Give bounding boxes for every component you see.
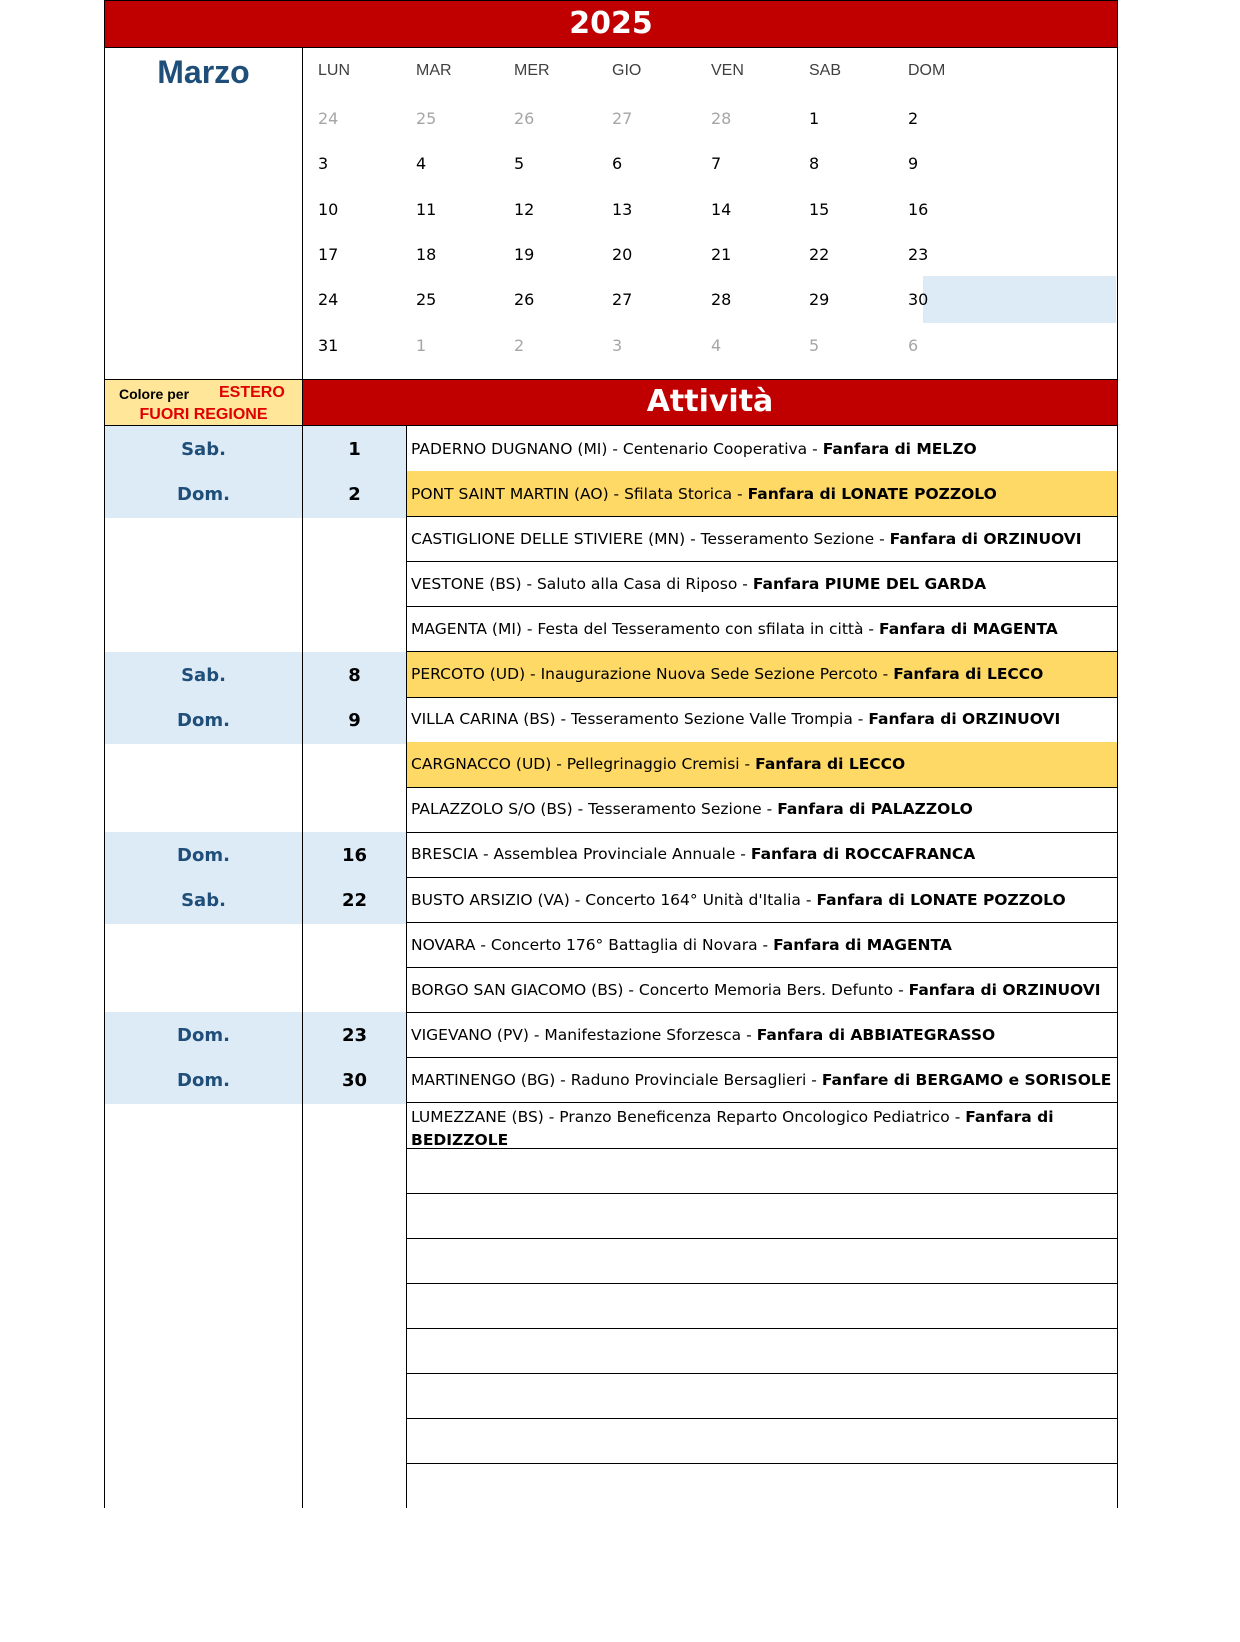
activity-band: Fanfare di BERGAMO e SORISOLE (821, 1070, 1112, 1089)
calendar-day: 2 (908, 109, 919, 128)
calendar-day: 2 (514, 335, 525, 355)
calendar-day: 11 (416, 199, 437, 219)
calendar-day: 1 (809, 109, 820, 128)
activity-event: PONT SAINT MARTIN (AO) - Sfilata Storica - (411, 484, 743, 503)
activity-row (407, 1328, 1117, 1374)
calendar-day: 13 (612, 199, 633, 219)
activity-event: BRESCIA - Assemblea Provinciale Annuale - (411, 845, 746, 864)
calendar-day: 1 (416, 335, 427, 355)
calendar-day: 30 (908, 290, 929, 310)
calendar-day: 28 (711, 109, 732, 128)
activity-band: Fanfara di ROCCAFRANCA (750, 845, 976, 864)
calendar-day: 27 (612, 290, 633, 310)
activity-row (407, 471, 1117, 517)
weekday-cell: Dom. (105, 1012, 302, 1059)
activity-band: Fanfara di ORZINUOVI (868, 710, 1061, 729)
calendar-week-row (303, 186, 1117, 233)
activity-band: Fanfara di ORZINUOVI (908, 980, 1101, 999)
activity-row (407, 922, 1117, 968)
activity-event: NOVARA - Concerto 176° Battaglia di Novara - (411, 935, 769, 954)
calendar-day: 19 (514, 244, 535, 264)
activity-row (407, 652, 1117, 698)
calendar-day: 31 (318, 335, 339, 355)
weekday-label: GIO (612, 62, 642, 79)
calendar-day: 4 (711, 335, 722, 355)
calendar-day: 8 (809, 154, 820, 174)
legend-label: Colore per (119, 386, 190, 402)
weekday-column (104, 426, 303, 1508)
date-column (303, 426, 406, 1508)
date-cell: 8 (303, 652, 406, 699)
calendar-page (104, 0, 1118, 1508)
calendar-day: 16 (908, 199, 929, 219)
calendar-day: 15 (809, 199, 830, 219)
calendar-day: 24 (318, 109, 339, 128)
activity-row (407, 561, 1117, 607)
activity-row (407, 606, 1117, 652)
calendar-day: 20 (612, 244, 633, 264)
activity-band: Fanfara di MAGENTA (773, 935, 952, 954)
activity-row (407, 742, 1117, 788)
activity-band: Fanfara di LONATE POZZOLO (816, 890, 1066, 909)
highlighted-day-cell (923, 276, 1116, 323)
calendar-week-row (303, 322, 1117, 369)
calendar-day: 6 (612, 154, 623, 174)
date-cell: 22 (303, 877, 406, 924)
activity-band: Fanfara di ABBIATEGRASSO (756, 1025, 996, 1044)
activity-band: Fanfara di LONATE POZZOLO (747, 484, 997, 503)
calendar-day: 29 (809, 290, 830, 310)
activity-band: Fanfara di BEDIZZOLE (411, 1107, 1054, 1149)
calendar-day: 10 (318, 199, 339, 219)
activity-row (407, 967, 1117, 1013)
calendar-day: 18 (416, 244, 437, 264)
activity-row (407, 877, 1117, 923)
activity-row (407, 426, 1117, 472)
calendar-day: 6 (908, 335, 919, 355)
calendar-day: 26 (514, 109, 535, 128)
weekday-label: SAB (809, 62, 842, 79)
calendar-day: 27 (612, 109, 633, 128)
calendar-day: 21 (711, 244, 732, 264)
weekday-cell (105, 516, 302, 563)
calendar-day: 5 (514, 154, 525, 174)
date-cell: 23 (303, 1012, 406, 1059)
activity-row (407, 1193, 1117, 1239)
activity-band: Fanfara di PALAZZOLO (777, 800, 973, 819)
calendar-day: 25 (416, 290, 437, 310)
weekday-cell (105, 922, 302, 969)
activity-row (407, 787, 1117, 833)
activity-row (407, 516, 1117, 562)
calendar-week-row (303, 140, 1117, 187)
weekday-cell: Dom. (105, 1057, 302, 1104)
activity-event: MARTINENGO (BG) - Raduno Provinciale Bersaglieri - (411, 1070, 817, 1089)
date-cell (303, 561, 406, 608)
month-name: Marzo (157, 54, 250, 90)
weekday-label: MAR (416, 62, 452, 79)
weekday-cell (105, 742, 302, 789)
weekday-cell (105, 787, 302, 834)
calendar-day: 3 (318, 154, 329, 174)
activity-event: LUMEZZANE (BS) - Pranzo Beneficenza Reparto Oncologico Pediatrico - (411, 1107, 966, 1126)
weekday-cell: Sab. (105, 652, 302, 699)
date-cell (303, 516, 406, 563)
date-cell (303, 922, 406, 969)
weekday-cell: Sab. (105, 877, 302, 924)
calendar-day: 3 (612, 335, 623, 355)
date-cell: 1 (303, 426, 406, 473)
activity-event: CASTIGLIONE DELLE STIVIERE (MN) - Tesseramento Sezione - (411, 529, 885, 548)
activity-band: Fanfara PIUME DEL GARDA (752, 574, 987, 593)
activity-band: Fanfara di ORZINUOVI (889, 529, 1082, 548)
date-cell: 16 (303, 832, 406, 879)
legend-estero: ESTERO (219, 384, 285, 401)
weekday-cell (105, 967, 302, 1014)
calendar-day: 28 (711, 290, 732, 310)
weekday-cell: Dom. (105, 832, 302, 879)
calendar-week-row (303, 276, 1117, 323)
weekday-label: LUN (318, 62, 351, 79)
month-calendar-grid (303, 48, 1118, 379)
calendar-day: 26 (514, 290, 535, 310)
activity-row (407, 1283, 1117, 1329)
activity-event: MAGENTA (MI) - Festa del Tesseramento con sfilata in città - (411, 619, 875, 638)
activity-event: PERCOTO (UD) - Inaugurazione Nuova Sede Sezione Percoto - (411, 665, 889, 684)
calendar-day: 12 (514, 199, 535, 219)
activity-event: CARGNACCO (UD) - Pellegrinaggio Cremisi - (411, 755, 751, 774)
activity-row (407, 697, 1117, 743)
year-header: 2025 (104, 0, 1118, 48)
calendar-day: 4 (416, 154, 427, 174)
activity-band: Fanfara di MELZO (822, 439, 977, 458)
activity-row (407, 1057, 1117, 1103)
activity-band: Fanfara di MAGENTA (879, 619, 1058, 638)
activity-row (407, 1012, 1117, 1058)
month-cell (104, 48, 303, 379)
weekday-cell: Dom. (105, 471, 302, 518)
activity-row (407, 1238, 1117, 1284)
activity-row (407, 1373, 1117, 1419)
date-cell (303, 742, 406, 789)
weekday-label: VEN (711, 62, 744, 79)
activity-event: PADERNO DUGNANO (MI) - Centenario Cooperativa - (411, 439, 818, 458)
date-cell: 9 (303, 697, 406, 744)
calendar-day: 22 (809, 244, 830, 264)
calendar-day: 14 (711, 199, 732, 219)
legend-fuori-regione: FUORI REGIONE (139, 406, 268, 423)
calendar-day: 7 (711, 154, 722, 174)
activity-row (407, 1148, 1117, 1194)
activity-event: BORGO SAN GIACOMO (BS) - Concerto Memoria Bers. Defunto - (411, 980, 904, 999)
calendar-day: 9 (908, 154, 919, 174)
weekday-cell (105, 561, 302, 608)
date-cell (303, 787, 406, 834)
date-cell: 2 (303, 471, 406, 518)
calendar-week-row (303, 231, 1117, 278)
activity-event: VESTONE (BS) - Saluto alla Casa di Riposo - (411, 574, 748, 593)
activity-row (407, 832, 1117, 878)
activity-event: BUSTO ARSIZIO (VA) - Concerto 164° Unità d'Italia - (411, 890, 812, 909)
activity-band: Fanfara di LECCO (755, 755, 906, 774)
color-legend (104, 379, 303, 426)
activity-event: PALAZZOLO S/O (BS) - Tesseramento Sezione - (411, 800, 773, 819)
activity-row (407, 1103, 1117, 1149)
calendar-day: 24 (318, 290, 339, 310)
calendar-day: 23 (908, 244, 929, 264)
date-cell: 30 (303, 1057, 406, 1104)
activity-row (407, 1418, 1117, 1464)
activity-text (411, 1106, 1117, 1152)
date-cell (303, 967, 406, 1014)
date-cell (303, 606, 406, 653)
calendar-week-row (303, 95, 1117, 142)
activity-band: Fanfara di LECCO (893, 665, 1044, 684)
weekday-cell: Dom. (105, 697, 302, 744)
calendar-day: 17 (318, 244, 339, 264)
weekday-cell (105, 606, 302, 653)
calendar-day: 25 (416, 109, 437, 128)
activity-event: VILLA CARINA (BS) - Tesseramento Sezione Valle Trompia - (411, 710, 864, 729)
weekday-cell: Sab. (105, 426, 302, 473)
activity-event: VIGEVANO (PV) - Manifestazione Sforzesca - (411, 1025, 752, 1044)
weekday-label: MER (514, 62, 550, 79)
calendar-day: 5 (809, 335, 820, 355)
activities-list (406, 426, 1118, 1508)
weekday-label: DOM (908, 62, 946, 79)
activities-header: Attività (303, 379, 1118, 426)
